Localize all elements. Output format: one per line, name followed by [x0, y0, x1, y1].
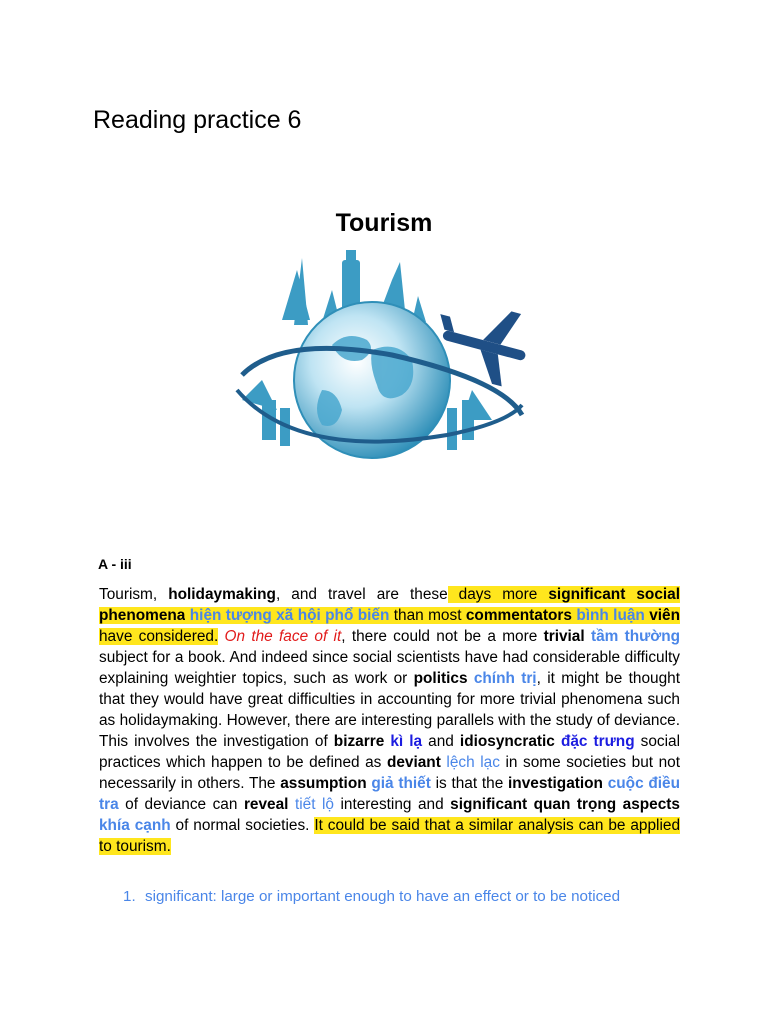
passage-text: , it might be thought that they would have great difficulties in accounting for more trivial phenomena such as holidaymaking. However, there are interesting parallels with the study of deviance. This involves the investigation of — [99, 670, 680, 750]
keyword-significant-aspects: significant quan trọng aspects — [450, 796, 680, 813]
keyword-idiosyncratic: idiosyncratic — [459, 733, 555, 750]
keyword-holidaymaking: holidaymaking — [168, 586, 276, 603]
passage-text: of normal societies. — [170, 817, 315, 834]
gloss-tiet-lo: tiết lộ — [294, 796, 334, 813]
article-title: Tourism — [335, 209, 433, 237]
gloss-lech-lac: lệch lạc — [446, 754, 500, 771]
gloss-dac-trung: đặc trưng — [560, 733, 635, 750]
section-label: A - iii — [98, 556, 132, 572]
passage-text: of deviance can — [118, 796, 244, 813]
keyword-assumption: assumption — [280, 775, 367, 792]
vocab-list — [123, 887, 683, 907]
vocab-definition: significant: large or important enough to have an effect or to be noticed — [145, 888, 621, 905]
document-title: Reading practice 6 — [93, 106, 302, 134]
keyword-deviant: deviant — [386, 754, 441, 771]
highlight-text: have considered. — [99, 628, 219, 645]
highlight-summary-sentence: It could be said that a similar analysis can be applied to tourism. — [99, 817, 681, 855]
passage-text: social practices which happen to be defined as — [99, 733, 681, 771]
gloss-ki-la: kì lạ — [390, 733, 423, 750]
phrase-on-the-face-of-it: On the face of it — [224, 628, 342, 645]
keyword-commentators: commentators — [465, 607, 572, 624]
highlight-text: days more — [447, 586, 549, 603]
keyword-bizarre: bizarre — [333, 733, 385, 750]
gloss-khia-canh: khía cạnh — [99, 817, 171, 834]
keyword-significant-social-phenomena: significant social phenomena — [99, 586, 680, 624]
passage-text: and — [422, 733, 460, 750]
highlight-text: than most — [389, 607, 466, 624]
keyword-trivial: trivial — [543, 628, 585, 645]
gloss-tam-thuong: tầm thường — [590, 628, 681, 645]
passage-text: Tourism, — [99, 586, 169, 603]
keyword-reveal: reveal — [243, 796, 289, 813]
passage-text: , there could not be a more — [341, 628, 544, 645]
reading-passage — [99, 584, 680, 857]
keyword-investigation: investigation — [508, 775, 603, 792]
keyword-politics: politics — [413, 670, 468, 687]
vocab-number: 1. — [123, 888, 136, 905]
gloss-binh-luan: bình luận — [576, 607, 645, 624]
passage-text: subject for a book. And indeed since social scientists have had considerable difficulty explaining weightier topics, such as work or — [99, 649, 680, 687]
travel-globe-icon — [222, 250, 546, 486]
passage-text: in some societies but not necessarily in others. The — [99, 754, 681, 792]
vocab-item — [123, 887, 683, 907]
gloss-cuoc-dieu-tra: cuộc điều tra — [99, 775, 681, 813]
passage-text: is that the — [430, 775, 509, 792]
passage-text: interesting and — [333, 796, 451, 813]
gloss-gia-thiet: giả thiết — [371, 775, 431, 792]
gloss-hien-tuong: hiện tượng xã hội phổ biến — [189, 607, 390, 624]
gloss-chinh-tri: chính trị — [473, 670, 537, 687]
passage-text: , and travel are these — [275, 586, 448, 603]
keyword-vien: viên — [649, 607, 681, 624]
